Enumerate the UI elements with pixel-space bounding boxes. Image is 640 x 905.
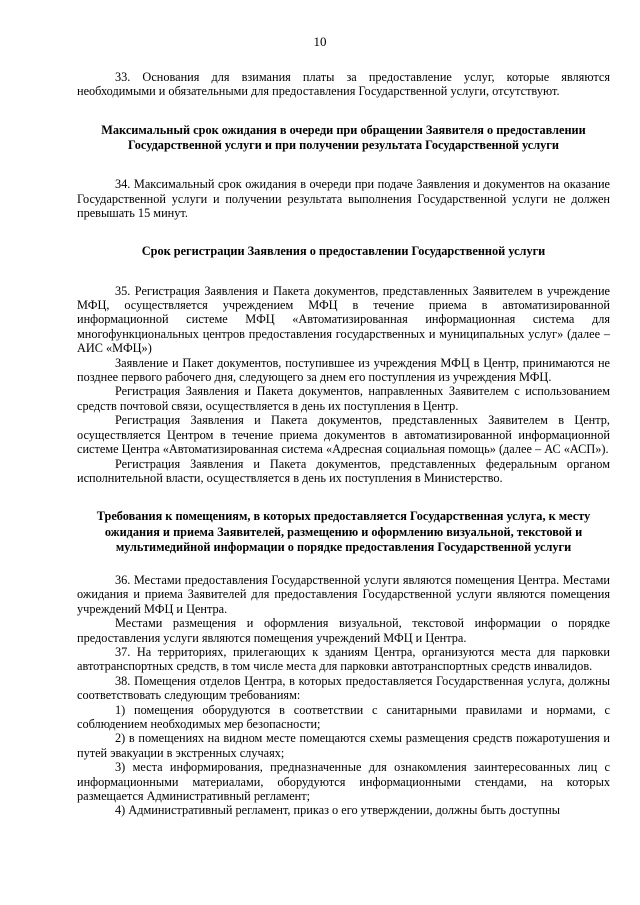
list-item-1: 1) помещения оборудуются в соответствии с санитарными правилами и нормами, с соблюдением необходимых мер безопасности; bbox=[77, 702, 610, 731]
page-number: 10 bbox=[313, 34, 327, 49]
paragraph-35-center: Регистрация Заявления и Пакета документов, представленных Заявителем в Центр, осуществляется Центром в течение приема документов в автоматизированной информационной системе Центра «Автоматизированная система «Адресная социальная помощь» (далее – АС «АСП»). bbox=[77, 413, 610, 457]
paragraph-38: 38. Помещения отделов Центра, в которых предоставляется Государственная услуга, должны соответствовать следующим требованиям: bbox=[77, 673, 610, 703]
paragraph-33: 33. Основания для взимания платы за предоставление услуг, которые являются необходимыми и обязательными для предоставления Государственной услуги, отсутствуют. bbox=[77, 70, 610, 99]
heading-registration-term: Срок регистрации Заявления о предоставлении Государственной услуги bbox=[141, 244, 546, 259]
list-item-4: 4) Административный регламент, приказ о его утверждении, должны быть доступны bbox=[115, 803, 560, 818]
list-item-3: 3) места информирования, предназначенные для ознакомления заинтересованных лиц с информационными материалами, оборудуются информационными стендами, на которых размещается Административный регламент; bbox=[77, 760, 610, 804]
heading-premises-requirements: Требования к помещениям, в которых предоставляется Государственная услуга, к месту ожидания и приема Заявителей, размещению и оформлению визуальной, текстовой и мультимедийной информации о порядке предоставления Государственной услуги bbox=[96, 509, 591, 554]
paragraph-36-info-places: Местами размещения и оформления визуальной, текстовой информации о порядке предоставления услуги являются помещения учреждений МФЦ и Центра. bbox=[77, 616, 610, 645]
document-body bbox=[77, 0, 610, 818]
list-item-2: 2) в помещениях на видном месте помещаются схемы размещения средств пожаротушения и путей эвакуации в экстренных случаях; bbox=[77, 731, 610, 760]
paragraph-35-mfc-transfer: Заявление и Пакет документов, поступившее из учреждения МФЦ в Центр, принимаются не позднее первого рабочего дня, следующего за днем его поступления из учреждения МФЦ. bbox=[77, 355, 610, 385]
paragraph-36: 36. Местами предоставления Государственной услуги являются помещения Центра. Местами ожидания и приема Заявителей для предоставления Государственной услуги являются помещения учреждений МФЦ и Центра. bbox=[77, 572, 610, 616]
paragraph-35: 35. Регистрация Заявления и Пакета документов, представленных Заявителем в учреждение МФЦ, осуществляется учреждением МФЦ в течение приема в автоматизированной информационной системе МФЦ «Автоматизированная информационная система для многофункциональных центров предоставления государственных и муниципальных услуг» (далее – АИС «МФЦ») bbox=[77, 283, 610, 356]
paragraph-34: 34. Максимальный срок ожидания в очереди при подаче Заявления и документов на оказание Государственной услуги и получении результата выполнения Государственной услуги не должен превышать 15 минут. bbox=[77, 177, 610, 221]
paragraph-35-postal: Регистрация Заявления и Пакета документов, направленных Заявителем с использованием средств почтовой связи, осуществляется в день их поступления в Центр. bbox=[77, 384, 610, 413]
heading-max-wait-time: Максимальный срок ожидания в очереди при обращении Заявителя о предоставлении Государственной услуги и при получении результата Государственной услуги bbox=[101, 122, 586, 153]
paragraph-37: 37. На территориях, прилегающих к зданиям Центра, организуются места для парковки автотранспортных средств, в том числе места для парковки автотранспортных средств инвалидов. bbox=[77, 644, 610, 674]
paragraph-35-federal: Регистрация Заявления и Пакета документов, представленных федеральным органом исполнительной власти, осуществляется в день их поступления в Министерство. bbox=[77, 456, 610, 485]
